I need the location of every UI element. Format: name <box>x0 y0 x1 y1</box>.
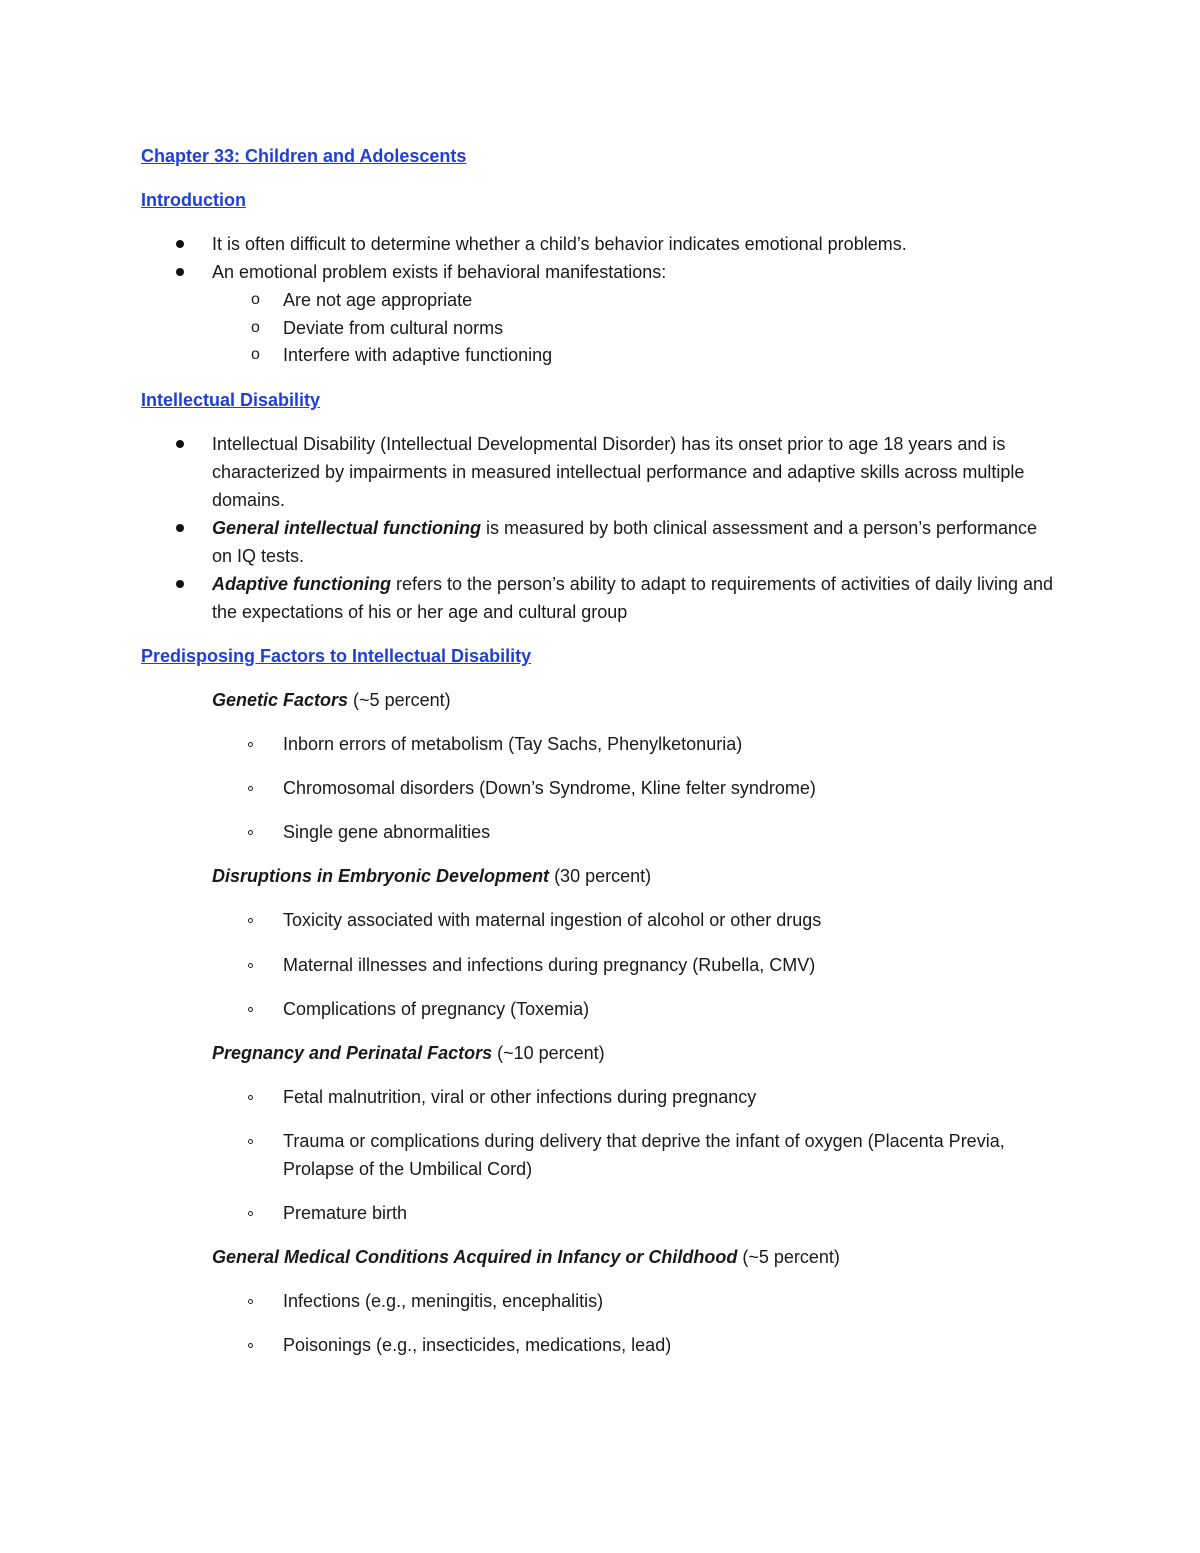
sub-marker: o <box>251 291 260 308</box>
intro-sub-2 <box>251 314 1063 342</box>
subhead-label: Pregnancy and Perinatal Factors <box>212 1043 493 1063</box>
term: Adaptive functioning <box>212 574 391 594</box>
perinatal-item-3: Premature birth <box>283 1199 1063 1227</box>
id-bullet-3 <box>212 570 1062 626</box>
term: General intellectual functioning <box>212 518 482 538</box>
subhead-percent: (~5 percent) <box>737 1247 840 1267</box>
perinatal-heading <box>212 1039 605 1067</box>
id-bullet-1: Intellectual Disability (Intellectual Developmental Disorder) has its onset prior to age 18 years and is characterized by impairments in measured intellectual performance and adaptive skills across multiple domains. <box>212 430 1062 514</box>
medical-item-2: Poisonings (e.g., insecticides, medications, lead) <box>283 1331 1063 1359</box>
introduction-heading[interactable]: Introduction <box>141 190 246 210</box>
predisposing-factors-heading[interactable]: Predisposing Factors to Intellectual Disability <box>141 646 532 666</box>
genetic-item-1: Inborn errors of metabolism (Tay Sachs, Phenylketonuria) <box>283 730 1063 758</box>
sub-text: Deviate from cultural norms <box>283 318 504 338</box>
subhead-percent: (~10 percent) <box>492 1043 605 1063</box>
embryonic-item-3: Complications of pregnancy (Toxemia) <box>283 995 1063 1023</box>
id-bullet-2 <box>212 514 1062 570</box>
definition: is measured by both clinical assessment and a person’s performance on IQ tests. <box>212 518 1037 566</box>
perinatal-item-1: Fetal malnutrition, viral or other infections during pregnancy <box>283 1083 1063 1111</box>
genetic-item-3: Single gene abnormalities <box>283 818 1063 846</box>
sub-marker: o <box>251 319 260 336</box>
subhead-percent: (~5 percent) <box>348 690 451 710</box>
embryonic-item-2: Maternal illnesses and infections during pregnancy (Rubella, CMV) <box>283 951 1063 979</box>
subhead-label: Disruptions in Embryonic Development <box>212 866 550 886</box>
embryonic-item-1: Toxicity associated with maternal ingestion of alcohol or other drugs <box>283 906 1063 934</box>
intro-bullet-1: It is often difficult to determine whether a child’s behavior indicates emotional problems. <box>212 230 1062 258</box>
intro-sub-1 <box>251 286 1063 314</box>
subhead-label: General Medical Conditions Acquired in Infancy or Childhood <box>212 1247 738 1267</box>
medical-heading <box>212 1243 840 1271</box>
intellectual-disability-heading[interactable]: Intellectual Disability <box>141 390 321 410</box>
sub-marker: o <box>251 346 260 363</box>
embryonic-heading <box>212 862 651 890</box>
sub-text: Interfere with adaptive functioning <box>283 345 553 365</box>
subhead-label: Genetic Factors <box>212 690 349 710</box>
chapter-title[interactable]: Chapter 33: Children and Adolescents <box>141 146 467 166</box>
perinatal-item-2: Trauma or complications during delivery that deprive the infant of oxygen (Placenta Previa, Prolapse of the Umbilical Cord) <box>283 1127 1063 1183</box>
sub-text: Are not age appropriate <box>283 290 473 310</box>
definition: refers to the person’s ability to adapt to requirements of activities of daily living and the expectations of his or her age and cultural group <box>212 574 1054 622</box>
subhead-percent: (30 percent) <box>549 866 652 886</box>
genetic-item-2: Chromosomal disorders (Down’s Syndrome, Kline felter syndrome) <box>283 774 1063 802</box>
genetic-factors-heading <box>212 686 451 714</box>
intro-sub-3 <box>251 341 1063 369</box>
medical-item-1: Infections (e.g., meningitis, encephalitis) <box>283 1287 1063 1315</box>
intro-bullet-2: An emotional problem exists if behavioral manifestations: <box>212 258 1062 286</box>
